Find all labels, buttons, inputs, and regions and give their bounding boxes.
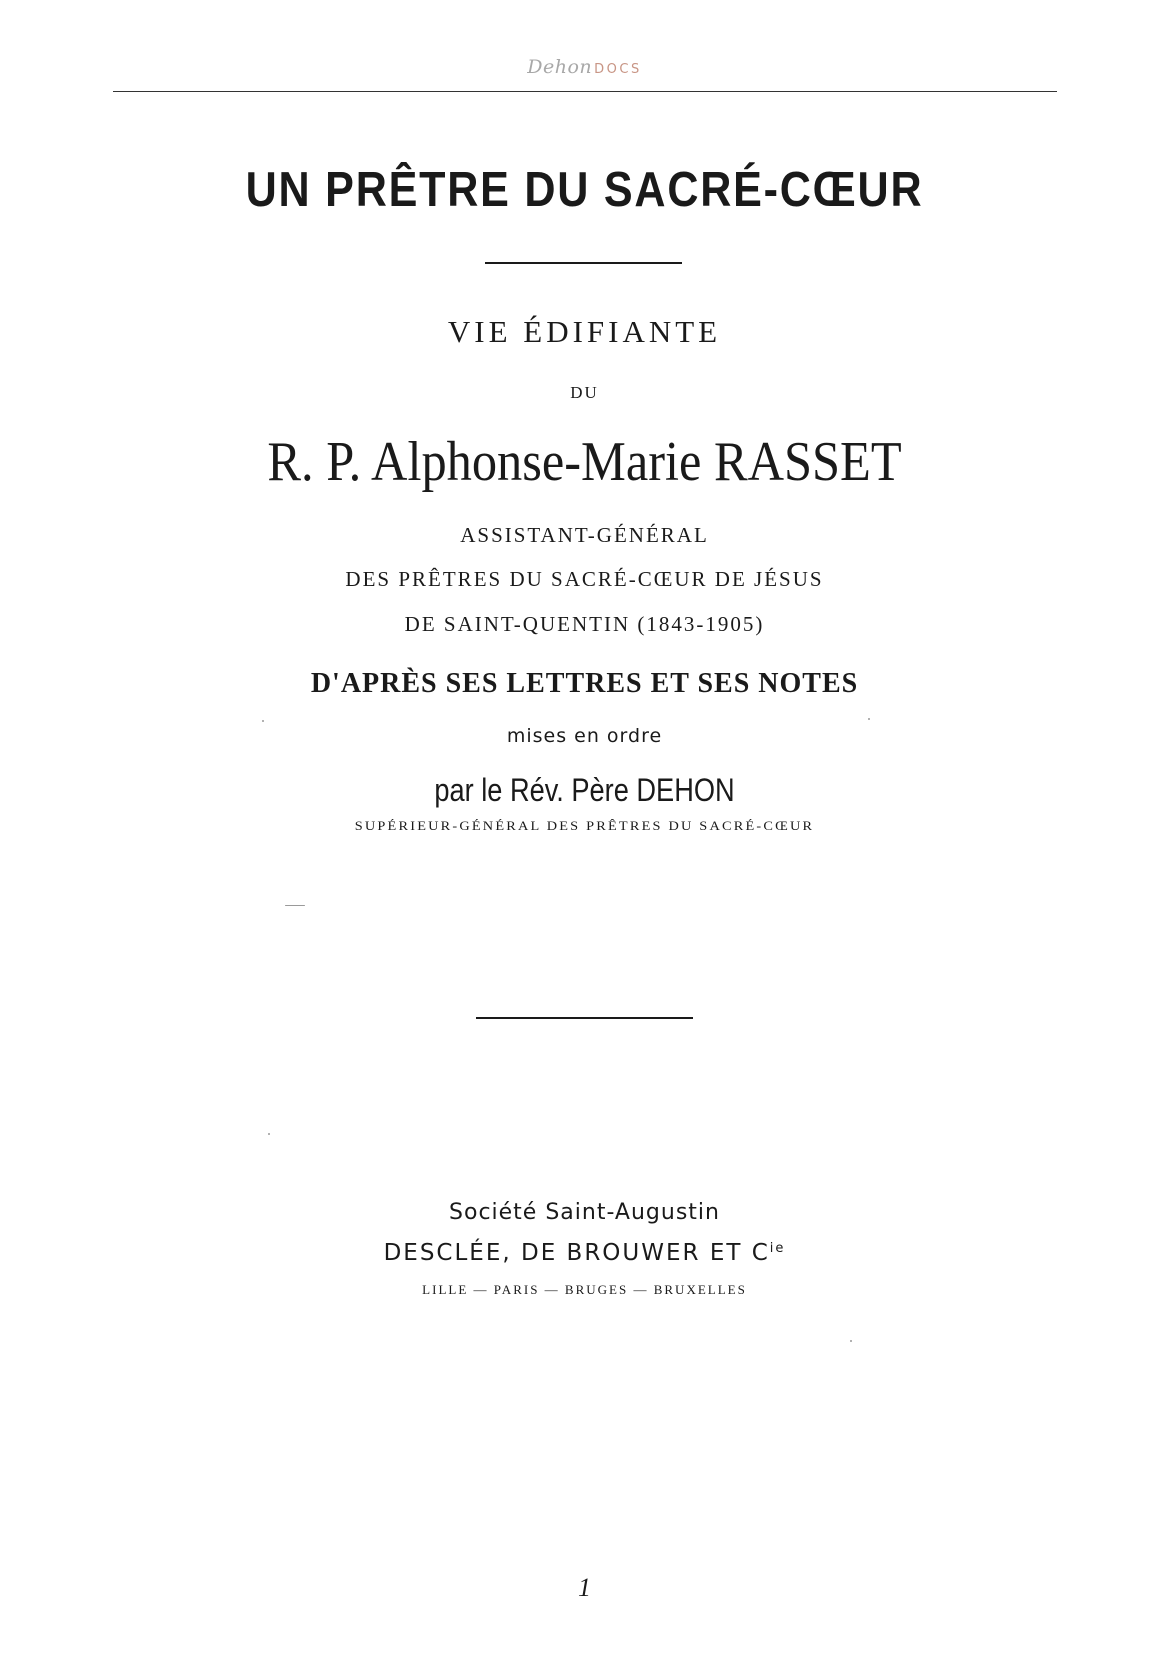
subject-name: R. P. Alphonse-Marie RASSET — [267, 431, 902, 493]
logo-script-text: Dehon — [527, 56, 593, 78]
title-divider — [485, 262, 682, 264]
publisher-society: Société Saint-Augustin — [449, 1200, 720, 1225]
author-line: par le Rév. Père DEHON — [434, 772, 735, 808]
middle-divider — [476, 1017, 693, 1019]
subtitle-connector: DU — [570, 383, 599, 402]
book-title: UN PRÊTRE DU SACRÉ-CŒUR — [245, 163, 924, 217]
logo-docs-text: DOCS — [594, 62, 642, 77]
subject-role-line-2: DES PRÊTRES DU SACRÉ-CŒUR DE JÉSUS — [345, 567, 824, 591]
publisher-name-superscript: ie — [769, 1241, 786, 1256]
publisher-cities: LILLE — PARIS — BRUGES — BRUXELLES — [422, 1282, 747, 1297]
page-header — [0, 56, 1169, 96]
scan-speck — [868, 718, 870, 720]
book-subtitle: VIE ÉDIFIANTE — [447, 314, 722, 349]
publisher-name-main: DESCLÉE, DE BROUWER ET C — [383, 1240, 770, 1266]
subject-role-line-3: DE SAINT-QUENTIN (1843-1905) — [404, 612, 765, 636]
header-divider — [113, 91, 1057, 92]
author-title: SUPÉRIEUR-GÉNÉRAL DES PRÊTRES DU SACRÉ-CŒUR — [354, 818, 815, 833]
scan-speck — [285, 905, 305, 906]
scan-speck — [268, 1133, 270, 1135]
scan-speck — [262, 720, 264, 722]
scan-speck — [850, 1340, 852, 1342]
page-number: 1 — [578, 1573, 591, 1602]
dehondocs-logo — [527, 56, 641, 78]
ordered-note: mises en ordre — [506, 725, 663, 747]
publisher-name — [0, 1240, 1169, 1266]
source-note: D'APRÈS SES LETTRES ET SES NOTES — [310, 668, 859, 699]
subject-role-line-1: ASSISTANT-GÉNÉRAL — [460, 523, 709, 547]
